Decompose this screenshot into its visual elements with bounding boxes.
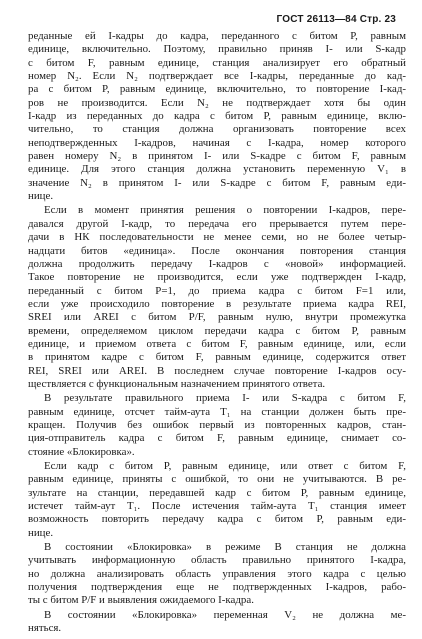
paragraph bbox=[28, 30, 406, 203]
text-line: кращен. Получив без ошибок первый из повторенных кадров, стан- bbox=[28, 418, 406, 431]
text-line: в принятом кадре с битом F, равным единице, содержится ответ bbox=[28, 351, 406, 364]
paragraph bbox=[28, 460, 406, 540]
text-line: с битом F, равным единице, станция анализирует его обратный bbox=[28, 56, 406, 69]
page-header bbox=[277, 14, 396, 25]
text-line: равным единице, отсчет тайм-аута T₁ на станции должен быть пре- bbox=[28, 405, 406, 418]
text-line: В состоянии «Блокировка» переменная V₂ не должна ме- bbox=[44, 608, 406, 621]
text-line: Такое повторение не производится, если уже подтвержден I-кадр, bbox=[28, 271, 406, 284]
text-line: В результате правильного приема I- или S-кадра с битом F, bbox=[44, 392, 406, 405]
text-line: должна продолжить передачу I-кадров с «новой» информацией. bbox=[28, 257, 406, 270]
text-line: REI, SREI или AREI. В последнем случае повторение I-кадров осу- bbox=[28, 364, 406, 377]
text-line: возможность повторить передачу кадра с битом P, равным еди- bbox=[28, 513, 406, 526]
text-line: ров не производится. Если N₂ не подтверждает хотя бы один bbox=[28, 96, 406, 109]
text-line: единице, и приемом ответа с битом F, равным единице, или, если bbox=[28, 337, 406, 350]
standard-number: ГОСТ 26113—84 bbox=[276, 14, 357, 25]
text-line: получения подтверждения еще не подтвержденных I-кадров, рабо- bbox=[28, 581, 406, 594]
text-line: ция-отправитель кадра с битом F, равным единице, снимает со- bbox=[28, 432, 406, 445]
text-line: нице. bbox=[28, 526, 54, 539]
text-line: единице, включительно. Поэтому, правильно приняв I- или S-кадр bbox=[28, 43, 406, 56]
text-line: но должна анализировать область управления этого кадра с целью bbox=[28, 567, 406, 580]
text-line: номер N₂. Если N₂ подтверждает все I-кадры, переданные до кад- bbox=[28, 70, 406, 83]
text-line: ществляется с функциональным назначением принятого ответа. bbox=[28, 377, 326, 390]
text-line: если уже происходило повторение в результате приема кадра REI, bbox=[28, 297, 406, 310]
text-line: стояние «Блокировка». bbox=[28, 445, 135, 458]
paragraph bbox=[28, 392, 406, 459]
paragraph bbox=[28, 609, 406, 636]
text-line: няться. bbox=[28, 622, 62, 635]
text-line: В состоянии «Блокировка» в режиме B станция не должна bbox=[44, 541, 406, 554]
text-line: значение N₂ в принятом I- или S-кадре с битом F, равным еди- bbox=[28, 176, 406, 189]
text-line: Если в момент принятия решения о повторении I-кадров, пере- bbox=[44, 204, 406, 217]
text-line: реданные ей I-кадры до кадра, переданного с битом P, равным bbox=[28, 30, 406, 42]
text-line: истечет тайм-аут T₁. После истечения тайм-аута T₁ станция имеет bbox=[28, 500, 406, 513]
text-line: надцати битов «единица». После окончания повторения станция bbox=[28, 244, 406, 257]
text-line: единице. Для этого станция должна установить переменную V₁ в bbox=[28, 163, 406, 176]
text-line: равным единице, приняты с ошибкой, то они не учитываются. В ре- bbox=[28, 473, 406, 486]
document-body bbox=[28, 30, 406, 636]
text-line: равен номеру N₂ в принятом I- или S-кадре с битом F, равным bbox=[28, 150, 406, 163]
text-line: ра с битом P, равным единице, включительно, то повторение I-кад- bbox=[28, 83, 406, 96]
text-line: Если кадр с битом P, равным единице, или ответ с битом F, bbox=[44, 460, 406, 472]
paragraph bbox=[28, 541, 406, 608]
paragraph bbox=[28, 204, 406, 391]
text-line: I-кадр из переданных до кадра с битом P, равным единице, вклю- bbox=[28, 110, 406, 123]
text-line: переданный с битом P=1, до приема кадра с битом F=1 или, bbox=[28, 284, 406, 297]
text-line: зультате на станции, передавшей кадр с битом P, равным единице, bbox=[28, 486, 406, 499]
text-line: дачи в НК последовательности не менее семи, но не более четыр- bbox=[28, 231, 406, 244]
page-number: Стр. 23 bbox=[359, 14, 396, 25]
text-line: неподтвержденных I-кадров, начиная с I-кадра, номер которого bbox=[28, 136, 406, 149]
text-line: нице. bbox=[28, 190, 54, 203]
text-line: учитывать информационную область правильно принятого I-кадра, bbox=[28, 554, 406, 567]
text-line: давался другой I-кадр, то передача его прерывается путем пере- bbox=[28, 217, 406, 230]
text-line: ты с битом P/F и выявления ожидаемого I-кадра. bbox=[28, 594, 254, 607]
text-line: чительно, то станция должна организовать повторение всех bbox=[28, 123, 406, 136]
text-line: SREI или AREI с битом P/F, равным нулю, внутри промежутка bbox=[28, 311, 406, 324]
text-line: времени, определяемом циклом передачи кадра с битом P, равным bbox=[28, 324, 406, 337]
